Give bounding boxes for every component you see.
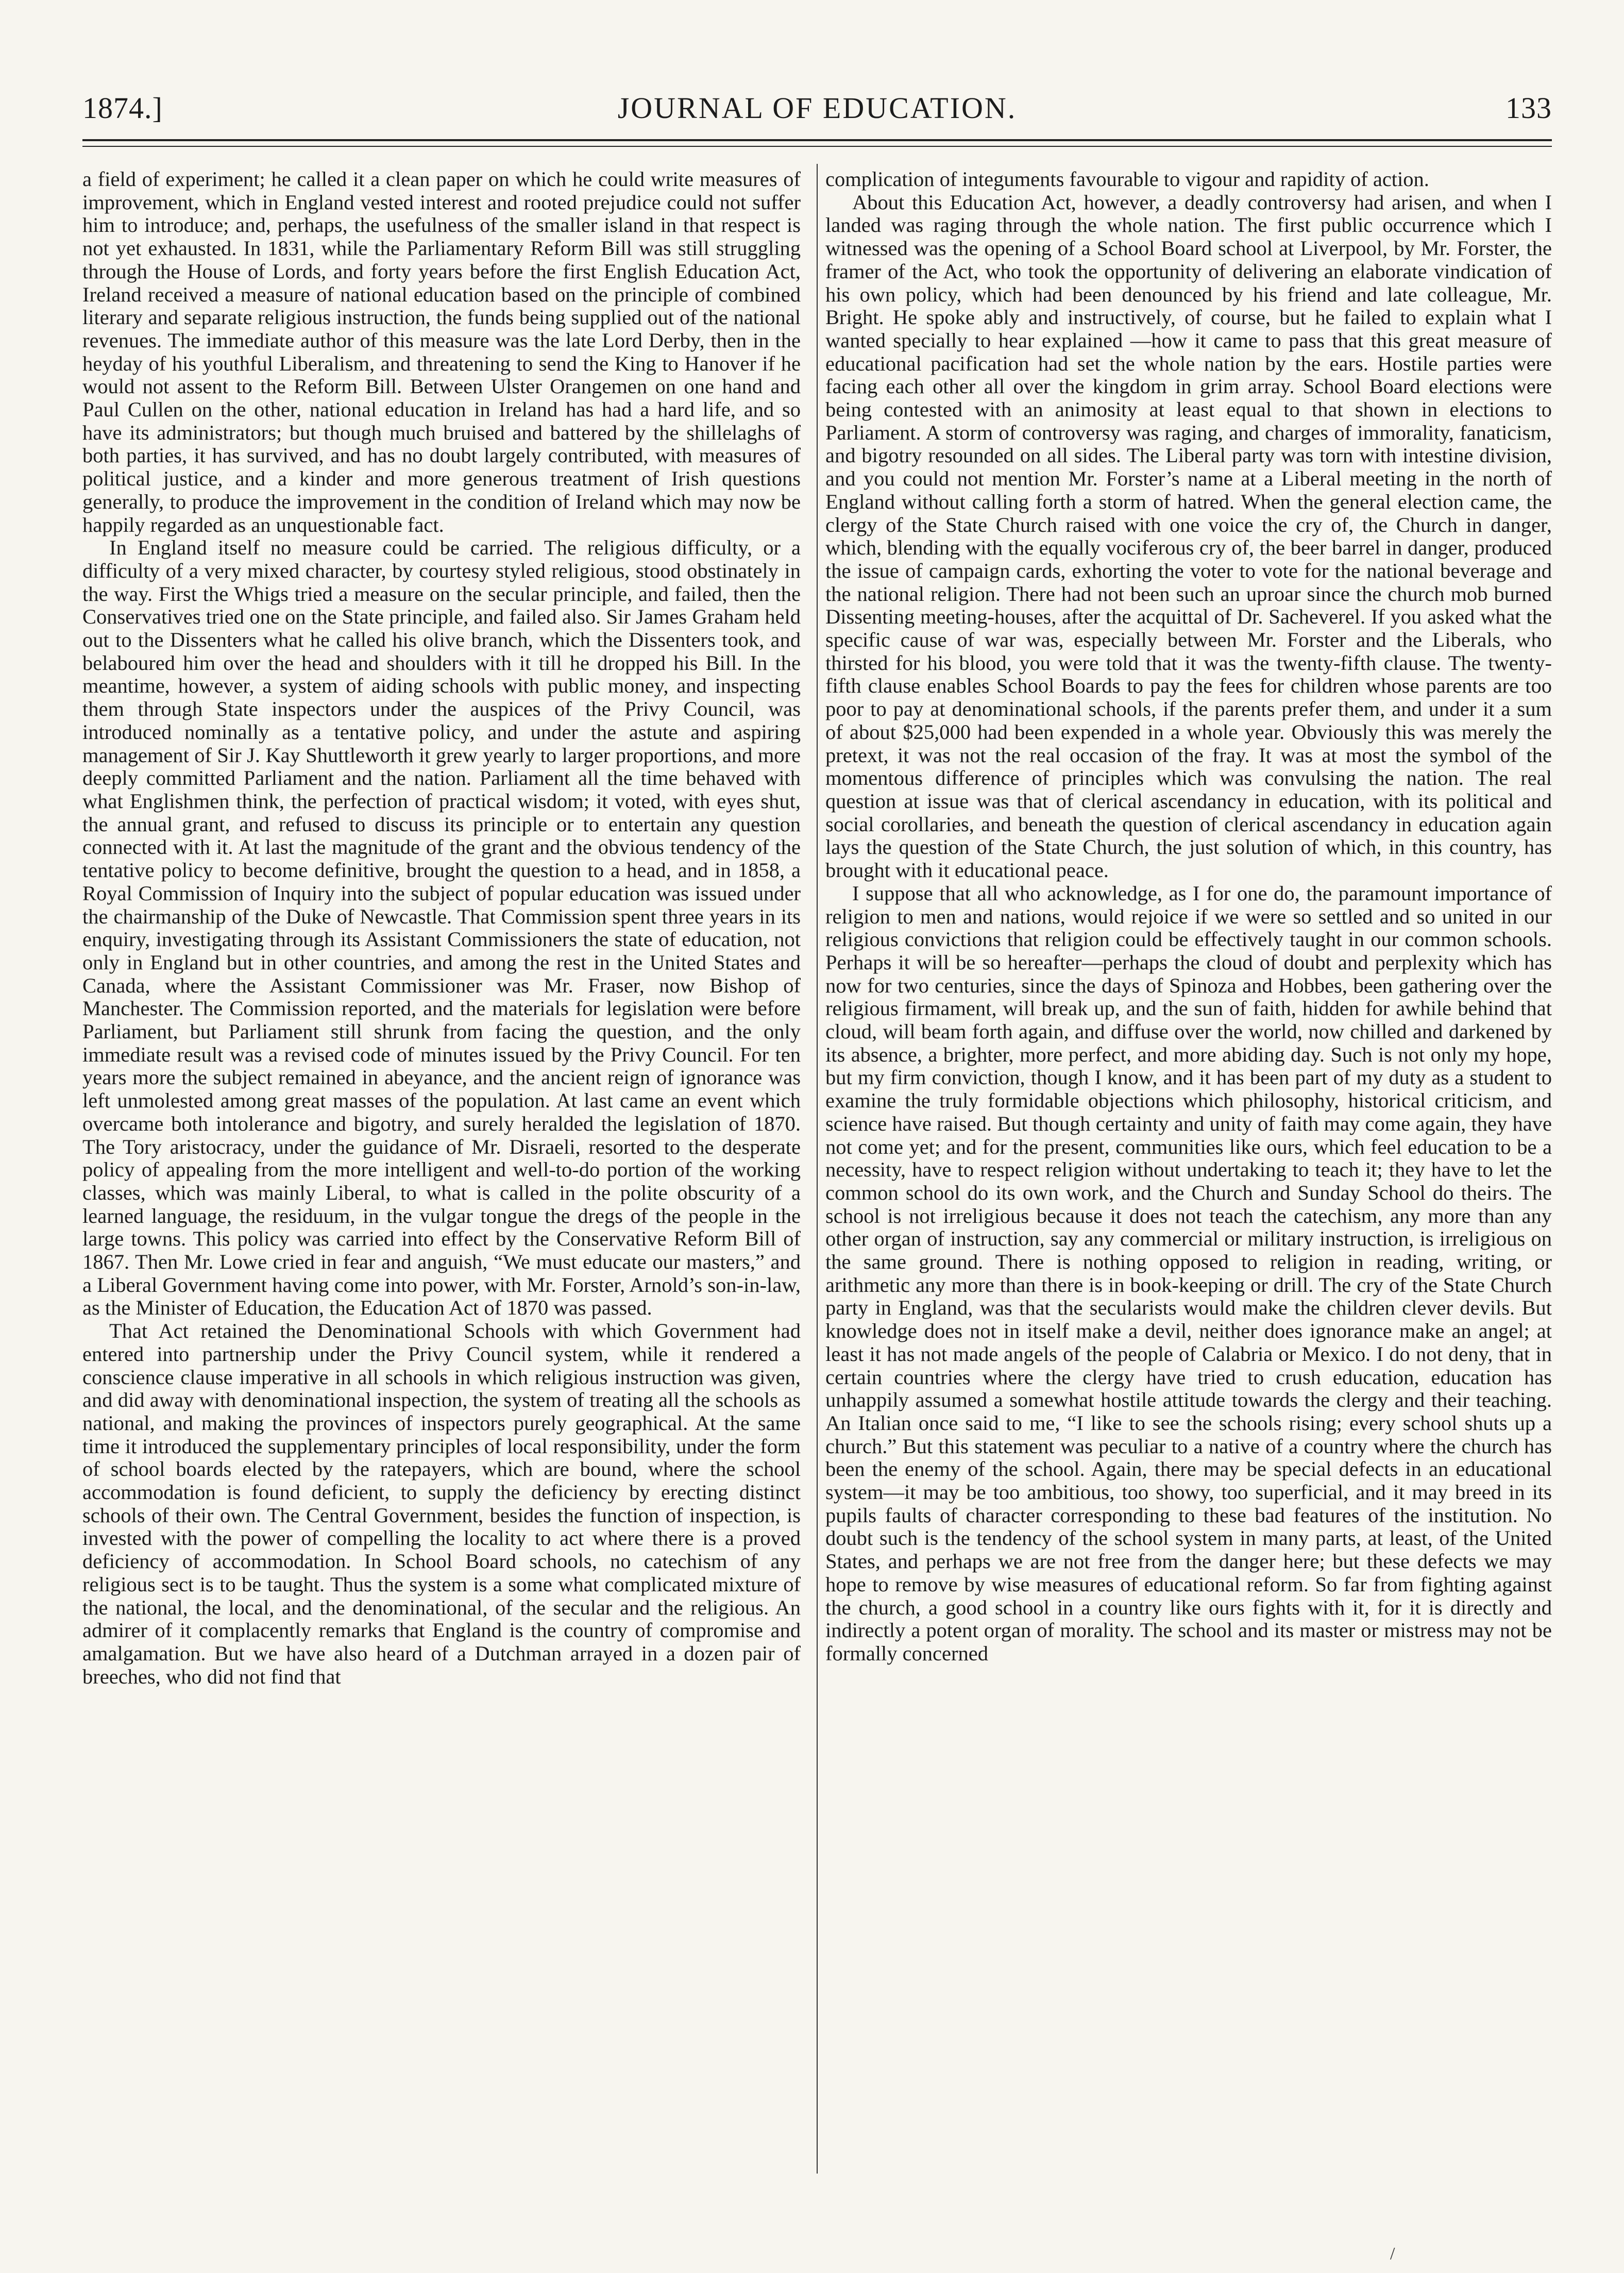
journal-title: JOURNAL OF EDUCATION. <box>617 91 1017 125</box>
right-paragraph-3: I suppose that all who acknowledge, as I for one do, the paramount importance of religion to men and nations, would rejoice if we were so settled and so united in our religious convictions that religion could be effectively taught in our common schools. Perhaps it will be so hereafter—perhaps the cloud of doubt and perplexity which has now for two centuries, since the days of Spinoza and Hobbes, been gathering over the religious firmament, will break up, and the sun of faith, hidden for awhile behind that cloud, will beam forth again, and diffuse over the world, now chilled and darkened by its absence, a brighter, more perfect, and more abiding day. Such is not only my hope, but my firm conviction, though I know, and it has been part of my duty as a student to examine the truly formidable objections which philosophy, historical criticism, and science have raised. But though certainty and unity of faith may come again, they have not come yet; and for the present, communities like ours, which feel education to be a necessity, have to respect religion without undertaking to teach it; they have to let the common school do its own work, and the Church and Sunday School do theirs. The school is not irreligious because it does not teach the catechism, any more than any other organ of instruction, say any commercial or military instruction, is irreligious on the same ground. There is nothing opposed to religion in reading, writing, or arithmetic any more than there is in book-keeping or drill. The cry of the State Church party in England, was that the secularists would make the children clever devils. But knowledge does not in itself make a devil, neither does ignorance make an angel; at least it has not made angels of the people of Calabria or Mexico. I do not deny, that in certain countries where the clergy have tried to crush education, education has unhappily assumed a somewhat hostile attitude towards the clergy and their teaching. An Italian once said to me, “I like to see the schools rising; every school shuts up a church.” But this statement was peculiar to a native of a country where the church has been the enemy of the school. Again, there may be special defects in an educational system—it may be too ambitious, too showy, too superficial, and it may breed in its pupils faults of character corresponding to these bad features of the institution. No doubt such is the tendency of the school system in many parts, at least, of the United States, and perhaps we are not free from the danger here; but these defects we may hope to remove by wise measures of educational reform. So far from fighting against the church, a good school in a country like ours fights with it, for it is directly and indirectly a potent organ of morality. The school and its master or mistress may not be formally concerned <box>825 881 1552 1665</box>
right-paragraph-1: complication of integuments favourable to vigour and rapidity of action. <box>825 168 1429 191</box>
column-divider <box>817 164 818 2174</box>
left-paragraph-1: a field of experiment; he called it a clean paper on which he could write measures of improvement, which in England vested interest and rooted prejudice could not suffer him to introduce; and, perhaps, the usefulness of the smaller island in that respect is not yet exhausted. In 1831, while the Parliamentary Reform Bill was still struggling through the House of Lords, and forty years before the first English Education Act, Ireland received a measure of national education based on the principle of combined literary and separate religious instruction, the funds being supplied out of the national revenues. The immediate author of this measure was the late Lord Derby, then in the heyday of his youthful Liberalism, and threatening to send the King to Hanover if he would not assent to the Reform Bill. Between Ulster Orangemen on one hand and Paul Cullen on the other, national education in Ireland has had a hard life, and so have its administrators; but though much bruised and battered by the shillelaghs of both parties, it has survived, and has no doubt largely contributed, with measures of political justice, and a kinder and more generous treatment of Irish questions generally, to produce the improvement in the condition of Ireland which may now be happily regarded as an unquestionable fact. <box>82 168 801 536</box>
running-header <box>82 91 1552 132</box>
header-rule-thick <box>82 139 1552 141</box>
header-rule-thin <box>82 146 1552 147</box>
footer-mark: / <box>1390 2244 1395 2263</box>
left-paragraph-3: That Act retained the Denominational Schools with which Government had entered into partnership under the Privy Council system, while it rendered a conscience clause imperative in all schools in which religious instruction was given, and did away with denominational inspection, the system of treating all the schools as national, and making the provinces of inspectors purely geographical. At the same time it introduced the supplementary principles of local responsibility, under the form of school boards elected by the ratepayers, which are bound, where the school accommodation is found deficient, to supply the deficiency by erecting distinct schools of their own. The Central Government, besides the function of inspection, is invested with the power of compelling the locality to act where there is a proved deficiency of accommodation. In School Board schools, no catechism of any religious sect is to be taught. Thus the system is a some what complicated mixture of the national, the local, and the denominational, of the secular and the religious. An admirer of it complacently remarks that England is the country of compromise and amalgamation. But we have also heard of a Dutchman arrayed in a dozen pair of breeches, who did not find that <box>82 1319 801 1688</box>
header-year: 1874.] <box>82 91 163 125</box>
right-column <box>825 168 1552 2178</box>
left-paragraph-2: In England itself no measure could be carried. The religious difficulty, or a difficulty of a very mixed character, by courtesy styled religious, stood obstinately in the way. First the Whigs tried a measure on the secular principle, and failed, then the Conservatives tried one on the State principle, and failed also. Sir James Graham held out to the Dissenters what he called his olive branch, which the Dissenters took, and belaboured him over the head and shoulders with it till he dropped his Bill. In the meantime, however, a system of aiding schools with public money, and inspecting them through State inspectors under the auspices of the Privy Council, was introduced nominally as a tentative policy, and under the astute and aspiring management of Sir J. Kay Shuttleworth it grew yearly to larger proportions, and more deeply committed Parliament and the nation. Parliament all the time behaved with what Englishmen think, the perfection of practical wisdom; it voted, with eyes shut, the annual grant, and refused to discuss its principle or to entertain any question connected with it. At last the magnitude of the grant and the obvious tendency of the tentative policy to become definitive, brought the question to a head, and in 1858, a Royal Commission of Inquiry into the subject of popular education was issued under the chairmanship of the Duke of Newcastle. That Commission spent three years in its enquiry, investigating through its Assistant Commissioners the state of education, not only in England but in other countries, and among the rest in the United States and Canada, where the Assistant Commissioner was Mr. Fraser, now Bishop of Manchester. The Commission reported, and the materials for legislation were before Parliament, but Parliament still shrunk from facing the question, and the only immediate result was a revised code of minutes issued by the Privy Council. For ten years more the subject remained in abeyance, and the ancient reign of ignorance was left unmolested among great masses of the population. At last came an event which overcame both intolerance and bigotry, and surely heralded the legislation of 1870. The Tory aristocracy, under the guidance of Mr. Disraeli, resorted to the desperate policy of appealing from the more intelligent and well-to-do portion of the working classes, which was mainly Liberal, to what is called in the polite obscurity of a learned language, the residuum, in the vulgar tongue the dregs of the people in the large towns. This policy was carried into effect by the Conservative Reform Bill of 1867. Then Mr. Lowe cried in fear and anguish, “We must educate our masters,” and a Liberal Government having come into power, with Mr. Forster, Arnold’s son-in-law, as the Minister of Education, the Education Act of 1870 was passed. <box>82 536 801 1320</box>
right-paragraph-2: About this Education Act, however, a deadly controversy had arisen, and when I landed was raging through the whole nation. The first public occurrence which I witnessed was the opening of a School Board school at Liverpool, by Mr. Forster, the framer of the Act, who took the opportunity of delivering an elaborate vindication of his own policy, which had been denounced by his friend and late colleague, Mr. Bright. He spoke ably and instructively, of course, but he failed to explain what I wanted specially to hear explained —how it came to pass that this great measure of educational pacification had set the whole nation by the ears. Hostile parties were facing each other all over the kingdom in grim array. School Board elections were being contested with an animosity at least equal to that shown in elections to Parliament. A storm of controversy was raging, and charges of immorality, fanaticism, and bigotry resounded on all sides. The Liberal party was torn with intestine division, and you could not mention Mr. Forster’s name at a Liberal meeting in the north of England without calling forth a storm of hatred. When the general election came, the clergy of the State Church raised with one voice the cry of, the Church in danger, which, blending with the equally vociferous cry of, the beer barrel in danger, produced the issue of campaign cards, exhorting the voter to vote for the national beverage and the national religion. There had not been such an uproar since the church mob burned Dissenting meeting-houses, after the acquittal of Dr. Sacheverel. If you asked what the specific cause of war was, especially between Mr. Forster and the Liberals, who thirsted for his blood, you were told that it was the twenty-fifth clause. The twenty-fifth clause enables School Boards to pay the fees for children whose parents are too poor to pay at denominational schools, if the parents prefer them, and under it a sum of about $25,000 had been expended in a whole year. Obviously this was merely the pretext, it was not the real occasion of the fray. It was at most the symbol of the momentous difference of principles which was convulsing the nation. The real question at issue was that of clerical ascendancy in education, with its political and social corollaries, and beneath the question of clerical ascendancy in education again lays the question of the State Church, the just solution of which, in this country, has brought with it educational peace. <box>825 190 1552 882</box>
page-number: 133 <box>1505 91 1552 125</box>
left-column <box>82 168 801 2178</box>
